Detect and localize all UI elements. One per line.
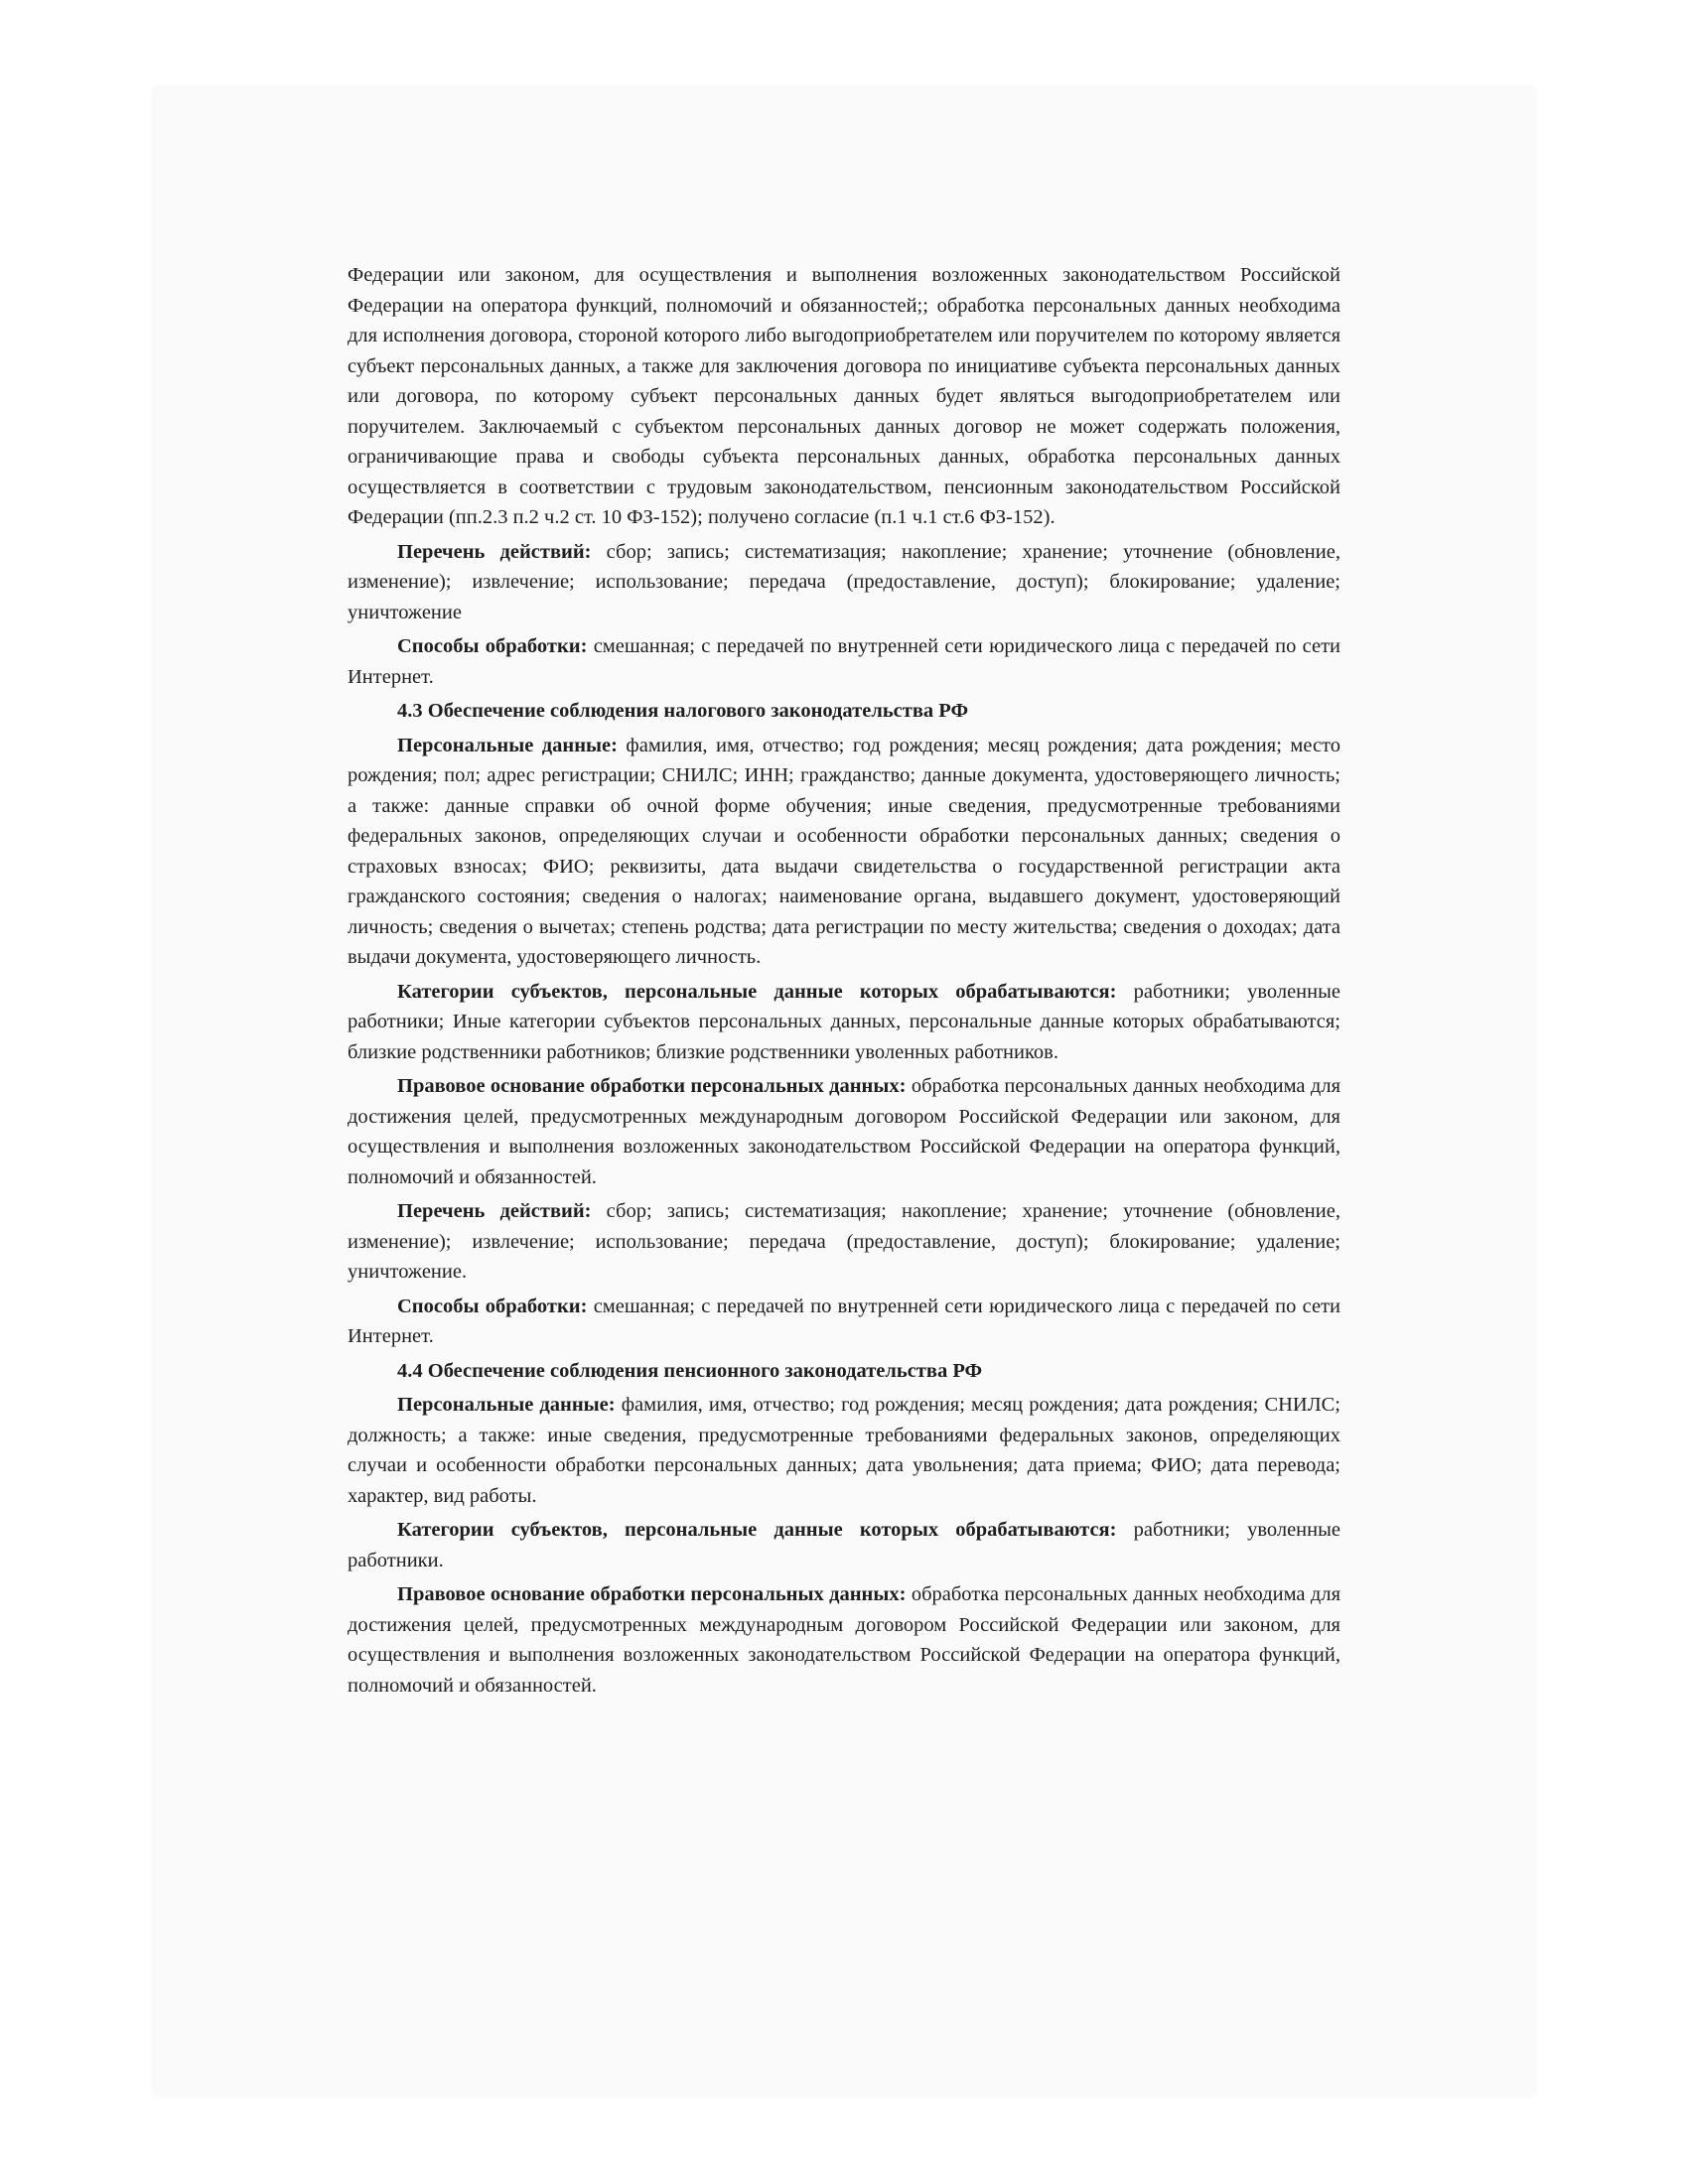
paragraph-processing-methods-4-3 [348, 1292, 1340, 1352]
paragraph-personal-data-4-4 [348, 1390, 1340, 1511]
methods-text: смешанная; с передачей по внутренней сети юридического лица с передачей по сети Интернет. [348, 635, 1340, 688]
paragraph-continuation: Федерации или законом, для осуществления и выполнения возложенных законодательством Российской Федерации на оператора функций, полномочий и обязанностей;; обработка персональных данных необходима для исполнения договора, стороной которого либо выгодоприобретателем или поручителем по которому является субъект персональных данных, а также для заключения договора по инициативе субъекта персональных данных или договора, по которому субъект персональных данных будет являться выгодоприобретателем или поручителем. Заключаемый с субъектом персональных данных договор не может содержать положения, ограничивающие права и свободы субъекта персональных данных, обработка персональных данных осуществляется в соответствии с трудовым законодательством, пенсионным законодательством Российской Федерации (пп.2.3 п.2 ч.2 ст. 10 ФЗ-152); получено согласие (п.1 ч.1 ст.6 ФЗ-152). [348, 264, 1340, 528]
subject-categories-term: Категории субъектов, персональные данные которых обрабатываются: [397, 980, 1117, 1003]
section-heading-4-4: 4.4 Обеспечение соблюдения пенсионного законодательства РФ [397, 1359, 983, 1382]
legal-basis-term: Правовое основание обработки персональных данных: [397, 1075, 907, 1097]
paragraph-subject-categories-4-3 [348, 977, 1340, 1068]
personal-data-text: фамилия, имя, отчество; год рождения; месяц рождения; дата рождения; СНИЛС; должность; а также: иные сведения, предусмотренные требованиями федеральных законов, определяющих случаи и особенности обработки персональных данных; дата увольнения; дата приема; ФИО; дата перевода; характер, вид работы. [348, 1394, 1340, 1507]
document-body [348, 260, 1340, 1705]
methods-term: Способы обработки: [397, 1295, 588, 1317]
paragraph-actions-list-4-3 [348, 1196, 1340, 1288]
paragraph-legal-basis-4-3 [348, 1071, 1340, 1192]
paragraph-processing-methods [348, 631, 1340, 692]
methods-term: Способы обработки: [397, 635, 588, 657]
actions-term: Перечень действий: [397, 1200, 592, 1222]
personal-data-term: Персональные данные: [397, 1394, 616, 1416]
methods-text: смешанная; с передачей по внутренней сети юридического лица с передачей по сети Интернет. [348, 1295, 1340, 1347]
subject-categories-text: работники; уволенные работники; Иные категории субъектов персональных данных, персональные данные которых обрабатываются; близкие родственники работников; близкие родственники уволенных работников. [348, 980, 1340, 1063]
legal-basis-text: обработка персональных данных необходима для достижения целей, предусмотренных международным договором Российской Федерации или законом, для осуществления и выполнения возложенных законодательством Российской Федерации на оператора функций, полномочий и обязанностей. [348, 1583, 1340, 1697]
paragraph-subject-categories-4-4 [348, 1515, 1340, 1575]
paragraph-actions-list [348, 537, 1340, 628]
legal-basis-term: Правовое основание обработки персональных данных: [397, 1583, 907, 1605]
actions-text: сбор; запись; систематизация; накопление; хранение; уточнение (обновление, изменение); извлечение; использование; передача (предоставление, доступ); блокирование; удаление; уничтожение. [348, 1200, 1340, 1283]
section-heading-4-3: 4.3 Обеспечение соблюдения налогового законодательства РФ [397, 700, 969, 722]
paragraph-personal-data-4-3 [348, 731, 1340, 973]
legal-basis-text: обработка персональных данных необходима для достижения целей, предусмотренных международным договором Российской Федерации или законом, для осуществления и выполнения возложенных законодательством Российской Федерации на оператора функций, полномочий и обязанностей. [348, 1075, 1340, 1188]
subject-categories-term: Категории субъектов, персональные данные которых обрабатываются: [397, 1519, 1117, 1541]
subject-categories-text: работники; уволенные работники. [348, 1519, 1340, 1571]
actions-text: сбор; запись; систематизация; накопление; хранение; уточнение (обновление, изменение); извлечение; использование; передача (предоставление, доступ); блокирование; удаление; уничтожение [348, 540, 1340, 623]
actions-term: Перечень действий: [397, 540, 592, 563]
personal-data-term: Персональные данные: [397, 734, 618, 756]
paragraph-legal-basis-4-4 [348, 1579, 1340, 1701]
personal-data-text: фамилия, имя, отчество; год рождения; месяц рождения; дата рождения; место рождения; пол; адрес регистрации; СНИЛС; ИНН; гражданство; данные документа, удостоверяющего личность; а также: данные справки об очной форме обучения; иные сведения, предусмотренные требованиями федеральных законов, определяющих случаи и особенности обработки персональных данных; сведения о страховых взносах; ФИО; реквизиты, дата выдачи свидетельства о государственной регистрации акта гражданского состояния; сведения о налогах; наименование органа, выдавшего документ, удостоверяющий личность; сведения о вычетах; степень родства; дата регистрации по месту жительства; сведения о доходах; дата выдачи документа, удостоверяющего личность. [348, 734, 1341, 968]
